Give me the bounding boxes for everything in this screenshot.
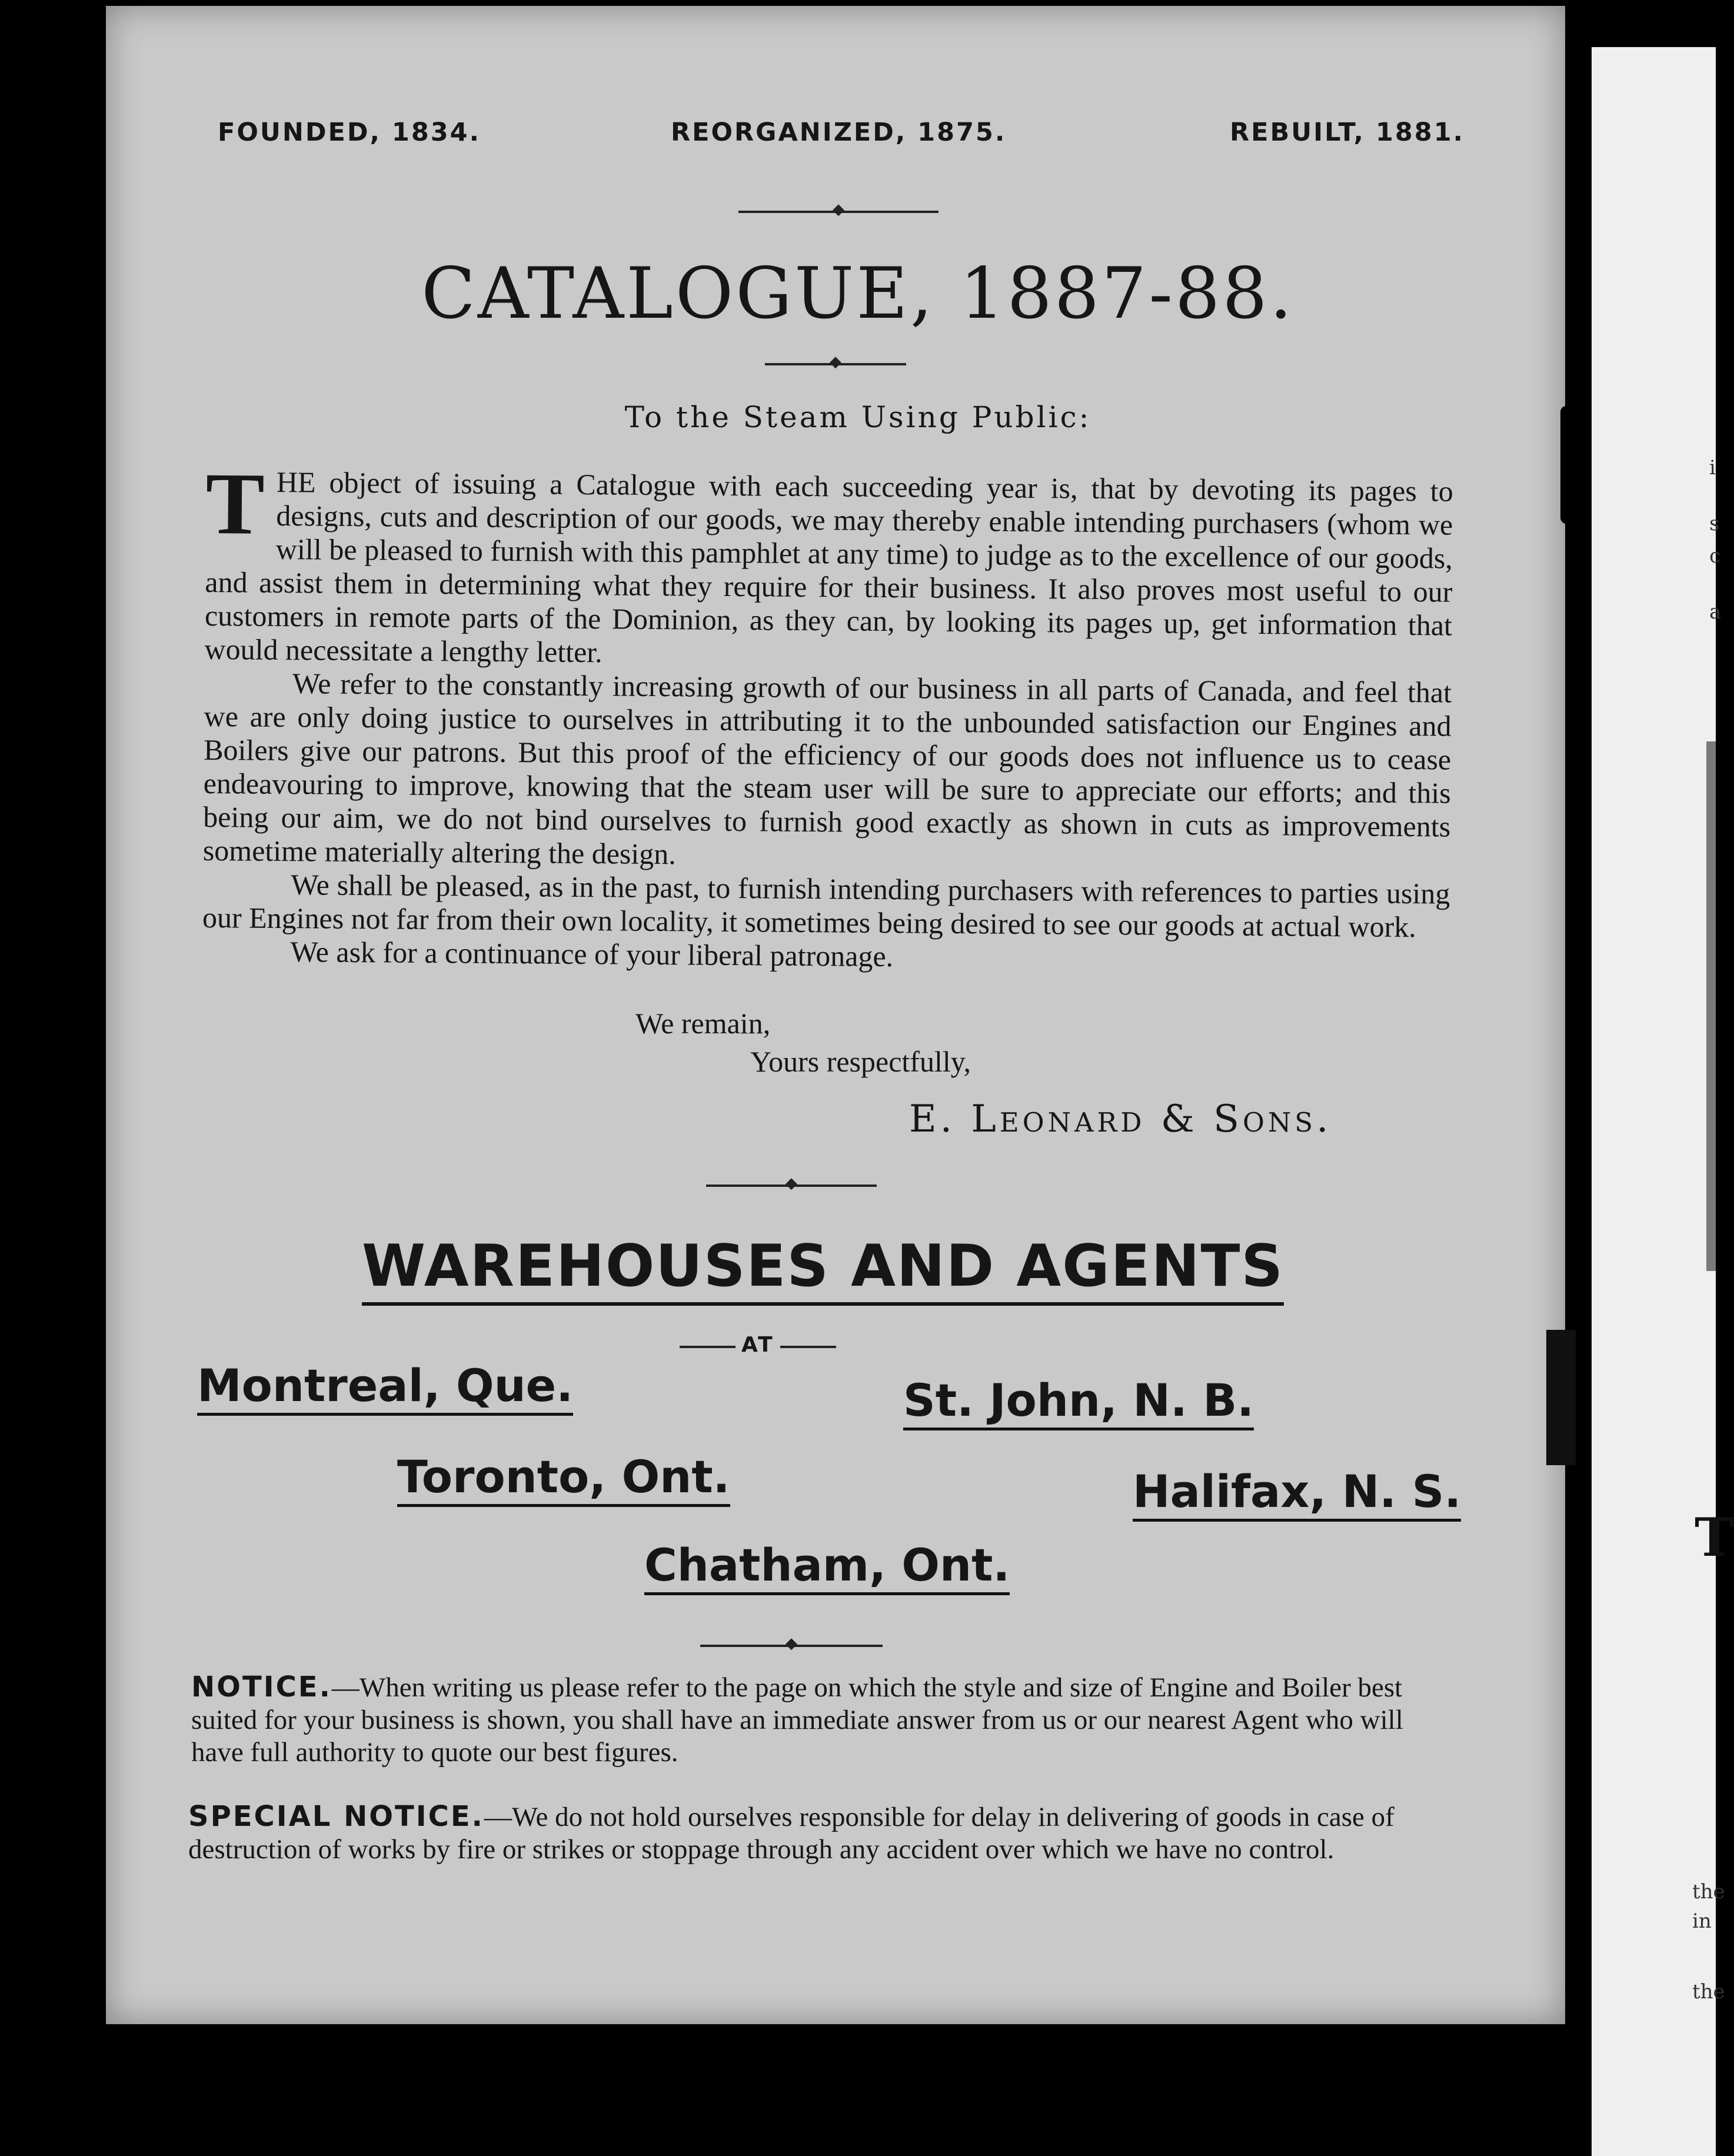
intro-paragraph-4: We ask for a continuance of your liberal patronage. — [290, 935, 894, 973]
facing-page-fragment: s — [1709, 512, 1720, 535]
signature: E. Leonard & Sons. — [909, 1097, 1332, 1141]
ornament-divider — [700, 1645, 883, 1647]
rebuilt-date: REBUILT, 1881. — [1230, 118, 1465, 147]
founded-date: FOUNDED, 1834. — [218, 118, 481, 147]
intro-paragraph-2: We refer to the constantly increasing growth of our business in all parts of Canada, and feel that we are only doing justice to ourselves in attributing it to the unbounded satisfaction our Engines and Boilers give our patrons. But this proof of the efficiency of our goods does not influence us to cease endeavouring to improve, knowing that the steam user will be sure to appreciate our efforts; and this being our aim, we do not bind ourselves to furnish good exactly as shown in cuts as improvements sometime materially altering the design. — [202, 667, 1452, 871]
facing-page-fragment: the — [1692, 1880, 1725, 1904]
salutation: To the Steam Using Public: — [624, 400, 1091, 434]
intro-paragraph-1: HE object of issuing a Catalogue with each succeeding year is, that by devoting its pages to designs, cuts and description of our goods, we may thereby enable intending purchasers (whom we will be pleased to furnish with this pamphlet at any time) to judge as to the excellence of our goods, and assist them in determining what they require for their business. It also proves most useful to our customers in remote parts of the Dominion, as they can, by looking its pages up, get information that would necessitate a lengthy letter. — [204, 465, 1453, 669]
facing-page-fragment: c — [1709, 544, 1721, 568]
notice — [191, 1671, 1427, 1769]
closing-yours: Yours respectfully, — [750, 1045, 971, 1078]
notice-text: —When writing us please refer to the page on which the style and size of Engine and Boiler best suited for your business is shown, you shall have an immediate answer from us or our nearest Agent who will have full authority to quote our best figures. — [191, 1672, 1403, 1768]
facing-page-fragment: the — [1692, 1980, 1725, 2004]
city-chatham: Chatham, Ont. — [644, 1539, 1010, 1595]
catalogue-title: CATALOGUE, 1887-88. — [421, 253, 1294, 335]
facing-page-fragment: in — [1692, 1909, 1712, 1933]
city-montreal: Montreal, Que. — [197, 1359, 573, 1416]
facing-page-fragment: a — [1709, 600, 1722, 624]
facing-page-fragment: i — [1709, 456, 1716, 480]
binding-clip-bottom — [1546, 1330, 1576, 1465]
facing-page-engraving — [1706, 741, 1716, 1271]
special-notice — [188, 1801, 1424, 1866]
notice-label: NOTICE. — [191, 1671, 332, 1703]
introduction-text — [202, 455, 1453, 978]
reorganized-date: REORGANIZED, 1875. — [671, 118, 1007, 147]
facing-page — [1592, 47, 1716, 2156]
city-halifax: Halifax, N. S. — [1133, 1465, 1461, 1522]
ornament-divider — [706, 1185, 877, 1187]
facing-page-fragment: T — [1695, 1506, 1734, 1569]
at-label: AT — [741, 1333, 774, 1357]
special-notice-label: SPECIAL NOTICE. — [188, 1800, 484, 1833]
city-st-john: St. John, N. B. — [903, 1374, 1254, 1430]
ornament-divider — [738, 211, 938, 213]
intro-paragraph-3: We shall be pleased, as in the past, to furnish intending purchasers with references to parties using our Engines not far from their own locality, it sometimes being desired to see our goods at actual work. — [202, 868, 1450, 944]
warehouses-heading: WAREHOUSES AND AGENTS — [362, 1233, 1284, 1306]
city-toronto: Toronto, Ont. — [397, 1450, 730, 1507]
drop-cap: T — [205, 455, 265, 553]
closing-remain: We remain, — [635, 1007, 771, 1040]
special-notice-text: —We do not hold ourselves responsible for delay in delivering of goods in case of destruction of works by fire or strikes or stoppage through any accident over which we have no control. — [188, 1802, 1394, 1865]
ornament-divider — [765, 363, 906, 365]
